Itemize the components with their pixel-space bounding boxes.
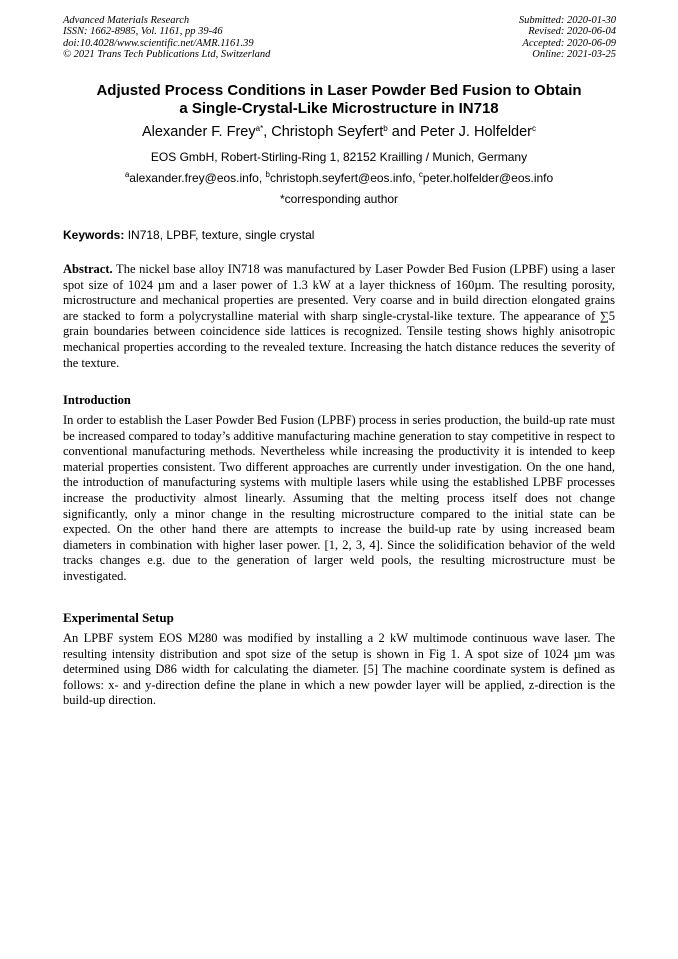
author-1-affil: a* (255, 124, 264, 133)
abstract-label: Abstract. (63, 262, 113, 276)
email-a: alexander.frey@eos.info, (129, 171, 266, 185)
paper-title (60, 82, 618, 118)
journal-info (63, 15, 270, 60)
keywords (63, 228, 615, 243)
date-online: Online: 2021-03-25 (532, 48, 616, 60)
journal-name: Advanced Materials Research (63, 15, 190, 26)
date-submitted: Submitted: 2020-01-30 (518, 15, 616, 26)
section-heading-introduction: Introduction (63, 393, 131, 407)
email-c-marker: c (418, 170, 423, 179)
date-accepted: Accepted: 2020-06-09 (522, 37, 616, 49)
author-2: Christoph Seyfert (271, 124, 384, 140)
introduction-text: In order to establish the Laser Powder Bed Fusion (LPBF) process in series production, the build-up rate must be increased compared to today’s additive manufacturing machine generation to stay competitive in respect to conventional manufacturing methods. Nevertheless while increasing the productivity it is intended to keep material properties consistent. Two different approaches are currently under investigation. On the one hand, the introduction of manufacturing systems with multiple lasers while using the established LPBF processes increase the productivity almost linearly. Assuming that the melting process itself does not change significantly, only a minor change in the resulting microstructure compared to the initial state can be expected. On the other hand there are attempts to increase the build-up rate by using increased beam diameters in combination with higher laser power. [1, 2, 3, 4]. Since the solidification behavior of the weld tracks changes e.g. due to the generation of larger weld pools, the resulting microstructure must be investigated. (63, 413, 615, 583)
corresponding-author-note: *corresponding author (279, 192, 399, 206)
author-emails (40, 171, 638, 186)
experimental-setup-text: An LPBF system EOS M280 was modified by installing a 2 kW multimode continuous wave laser. The resulting intensity distribution and spot size of the setup is shown in Fig 1. A spot size of 1024 µm was determined using D86 width for calculating the diameter. [5] The machine coordinate system is defined as follows: x- and y-direction define the plane in which a new powder layer will be applied, z-direction is the build-up direction. (63, 631, 615, 708)
abstract-text: The nickel base alloy IN718 was manufactured by Laser Powder Bed Fusion (LPBF) using a laser spot size of 1024 µm and a laser power of 1.3 kW at a layer thickness of 160µm. The resulting porosity, microstructure and mechanical properties are presented. Very coarse and in build direction elongated grains are stacked to form a polycrystalline material with sharp single-crystal-like texture. The appearance of ∑5 grain boundaries between coincidence side lattices is recognized. Tensile testing shows highly anisotropic mechanical properties according to the revealed texture. Increasing the hatch distance reduces the severity of the texture. (63, 262, 615, 370)
journal-issn: ISSN: 1662-8985, Vol. 1161, pp 39-46 (63, 26, 223, 38)
author-separator: and (387, 124, 420, 140)
keywords-text: IN718, LPBF, texture, single crystal (124, 228, 315, 242)
section-heading-experimental-setup: Experimental Setup (63, 610, 174, 625)
affiliation: EOS GmbH, Robert-Stirling-Ring 1, 82152 Krailling / Munich, Germany (150, 150, 528, 164)
author-3-affil: c (532, 124, 537, 133)
author-3: Peter J. Holfelder (419, 124, 533, 140)
title-line-2: a Single-Crystal-Like Microstructure in IN718 (179, 100, 499, 117)
author-1: Alexander F. Frey (141, 124, 256, 140)
submission-dates (519, 15, 616, 60)
author-separator: , (263, 124, 272, 140)
email-c: peter.holfelder@eos.info (422, 171, 554, 185)
date-revised: Revised: 2020-06-04 (528, 26, 616, 38)
email-b-marker: b (265, 170, 270, 179)
email-b: christoph.seyfert@eos.info, (269, 171, 419, 185)
journal-doi: doi:10.4028/www.scientific.net/AMR.1161.39 (63, 37, 254, 49)
title-line-1: Adjusted Process Conditions in Laser Powder Bed Fusion to Obtain (96, 82, 582, 99)
keywords-label: Keywords: (63, 228, 125, 242)
author-list (40, 123, 638, 141)
abstract (63, 262, 615, 371)
author-2-affil: b (383, 124, 388, 133)
email-a-marker: a (124, 170, 130, 179)
journal-copyright: © 2021 Trans Tech Publications Ltd, Switzerland (63, 48, 271, 60)
